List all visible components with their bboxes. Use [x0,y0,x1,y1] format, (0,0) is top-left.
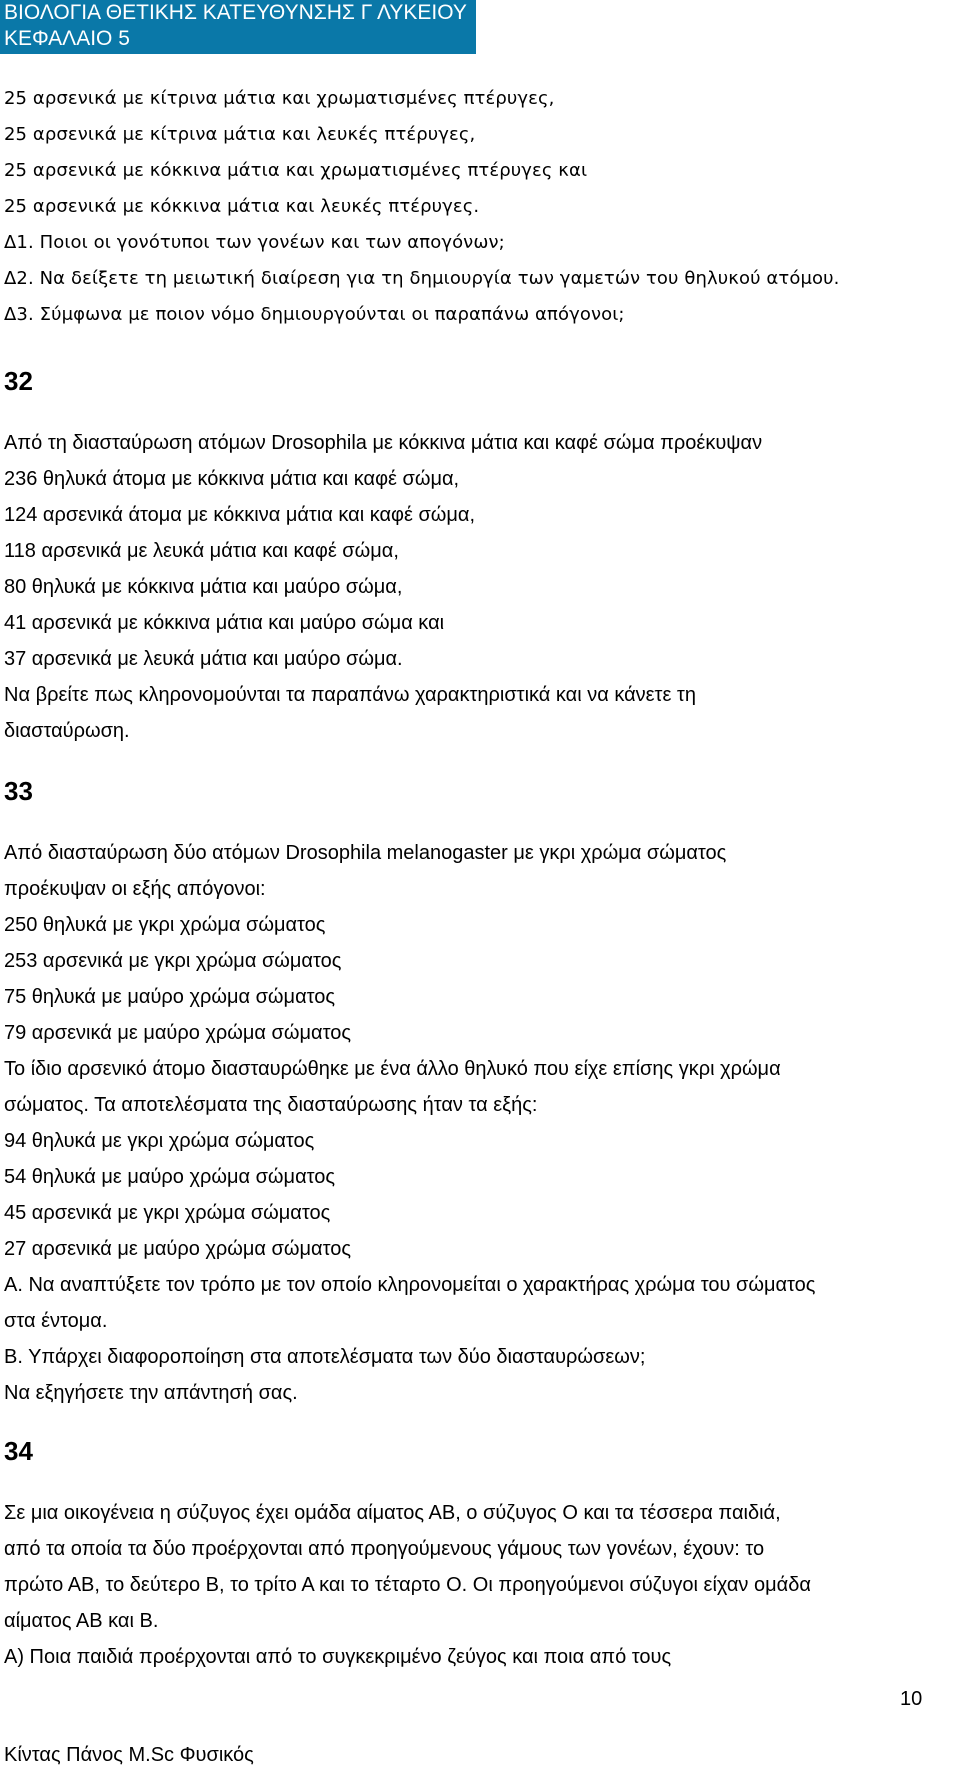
q32-line: Από τη διασταύρωση ατόμων Drosophila με κόκκινα μάτια και καφέ σώμα προέκυψαν [4,432,763,454]
q33-line: Το ίδιο αρσενικό άτομο διασταυρώθηκε με ένα άλλο θηλυκό που είχε επίσης γκρι χρώμα [4,1058,781,1080]
question-d3: Δ3. Σύμφωνα με ποιον νόμο δημιουργούνται οι παραπάνω απόγονοι; [4,304,625,325]
page-number: 10 [900,1688,923,1710]
q32-line: 118 αρσενικά με λευκά μάτια και καφέ σώμα, [4,540,399,562]
q32-line: Να βρείτε πως κληρονομούνται τα παραπάνω χαρακτηριστικά και να κάνετε τη [4,684,696,706]
q33-line: Α. Να αναπτύξετε τον τρόπο με τον οποίο κληρονομείται ο χαρακτήρας χρώμα του σώματος [4,1274,816,1296]
question-d2: Δ2. Να δείξετε τη μειωτική διαίρεση για τη δημιουργία των γαμετών του θηλυκού ατόμου. [4,268,840,289]
q32-line: 236 θηλυκά άτομα με κόκκινα μάτια και καφέ σώμα, [4,468,460,490]
header-title: ΒΙΟΛΟΓΙΑ ΘΕΤΙΚΗΣ ΚΑΤΕΥΘΥΝΣΗΣ Γ ΛΥΚΕΙΟΥ [4,1,467,24]
q32-line: 41 αρσενικά με κόκκινα μάτια και μαύρο σώμα και [4,612,445,634]
question-d1: Δ1. Ποιοι οι γονότυποι των γονέων και των απογόνων; [4,232,505,253]
header-chapter: ΚΕΦΑΛΑΙΟ 5 [4,27,130,50]
q32-line: 80 θηλυκά με κόκκινα μάτια και μαύρο σώμα, [4,576,403,598]
q33-line: Να εξηγήσετε την απάντησή σας. [4,1382,298,1404]
q33-line: προέκυψαν οι εξής απόγονοι: [4,878,266,900]
q33-line: 250 θηλυκά με γκρι χρώμα σώματος [4,914,326,936]
q33-line: 27 αρσενικά με μαύρο χρώμα σώματος [4,1238,351,1260]
q34-line: Σε μια οικογένεια η σύζυγος έχει ομάδα αίματος ΑΒ, ο σύζυγος Ο και τα τέσσερα παιδιά, [4,1502,781,1524]
q34-line: αίματος ΑΒ και Β. [4,1610,159,1632]
intro-line: 25 αρσενικά με κόκκινα μάτια και λευκές πτέρυγες. [4,196,480,217]
question-number-32: 32 [4,366,33,396]
question-number-33: 33 [4,776,33,806]
q34-line: πρώτο ΑΒ, το δεύτερο Β, το τρίτο Α και το τέταρτο Ο. Οι προηγούμενοι σύζυγοι είχαν ομάδα [4,1574,811,1596]
q34-line: Α) Ποια παιδιά προέρχονται από το συγκεκριμένο ζεύγος και ποια από τους [4,1646,672,1668]
q33-line: Από διασταύρωση δύο ατόμων Drosophila melanogaster με γκρι χρώμα σώματος [4,842,727,864]
q32-line: 37 αρσενικά με λευκά μάτια και μαύρο σώμα. [4,648,403,670]
q33-line: σώματος. Τα αποτελέσματα της διασταύρωσης ήταν τα εξής: [4,1094,538,1116]
q32-line: διασταύρωση. [4,720,130,742]
footer-author: Κίντας Πάνος M.Sc Φυσικός [4,1744,254,1766]
q32-line: 124 αρσενικά άτομα με κόκκινα μάτια και καφέ σώμα, [4,504,476,526]
q33-line: 79 αρσενικά με μαύρο χρώμα σώματος [4,1022,351,1044]
intro-line: 25 αρσενικά με κίτρινα μάτια και χρωματισμένες πτέρυγες, [4,88,555,109]
q33-line: 94 θηλυκά με γκρι χρώμα σώματος [4,1130,315,1152]
q33-line: 45 αρσενικά με γκρι χρώμα σώματος [4,1202,331,1224]
question-number-34: 34 [4,1436,33,1466]
intro-line: 25 αρσενικά με κίτρινα μάτια και λευκές πτέρυγες, [4,124,476,145]
q33-line: Β. Υπάρχει διαφοροποίηση στα αποτελέσματα των δύο διασταυρώσεων; [4,1346,646,1368]
q33-line: στα έντομα. [4,1310,108,1332]
intro-line: 25 αρσενικά με κόκκινα μάτια και χρωματισμένες πτέρυγες και [4,160,588,181]
q33-line: 75 θηλυκά με μαύρο χρώμα σώματος [4,986,336,1008]
q33-line: 54 θηλυκά με μαύρο χρώμα σώματος [4,1166,336,1188]
q33-line: 253 αρσενικά με γκρι χρώμα σώματος [4,950,342,972]
q34-line: από τα οποία τα δύο προέρχονται από προηγούμενους γάμους των γονέων, έχουν: το [4,1538,765,1560]
